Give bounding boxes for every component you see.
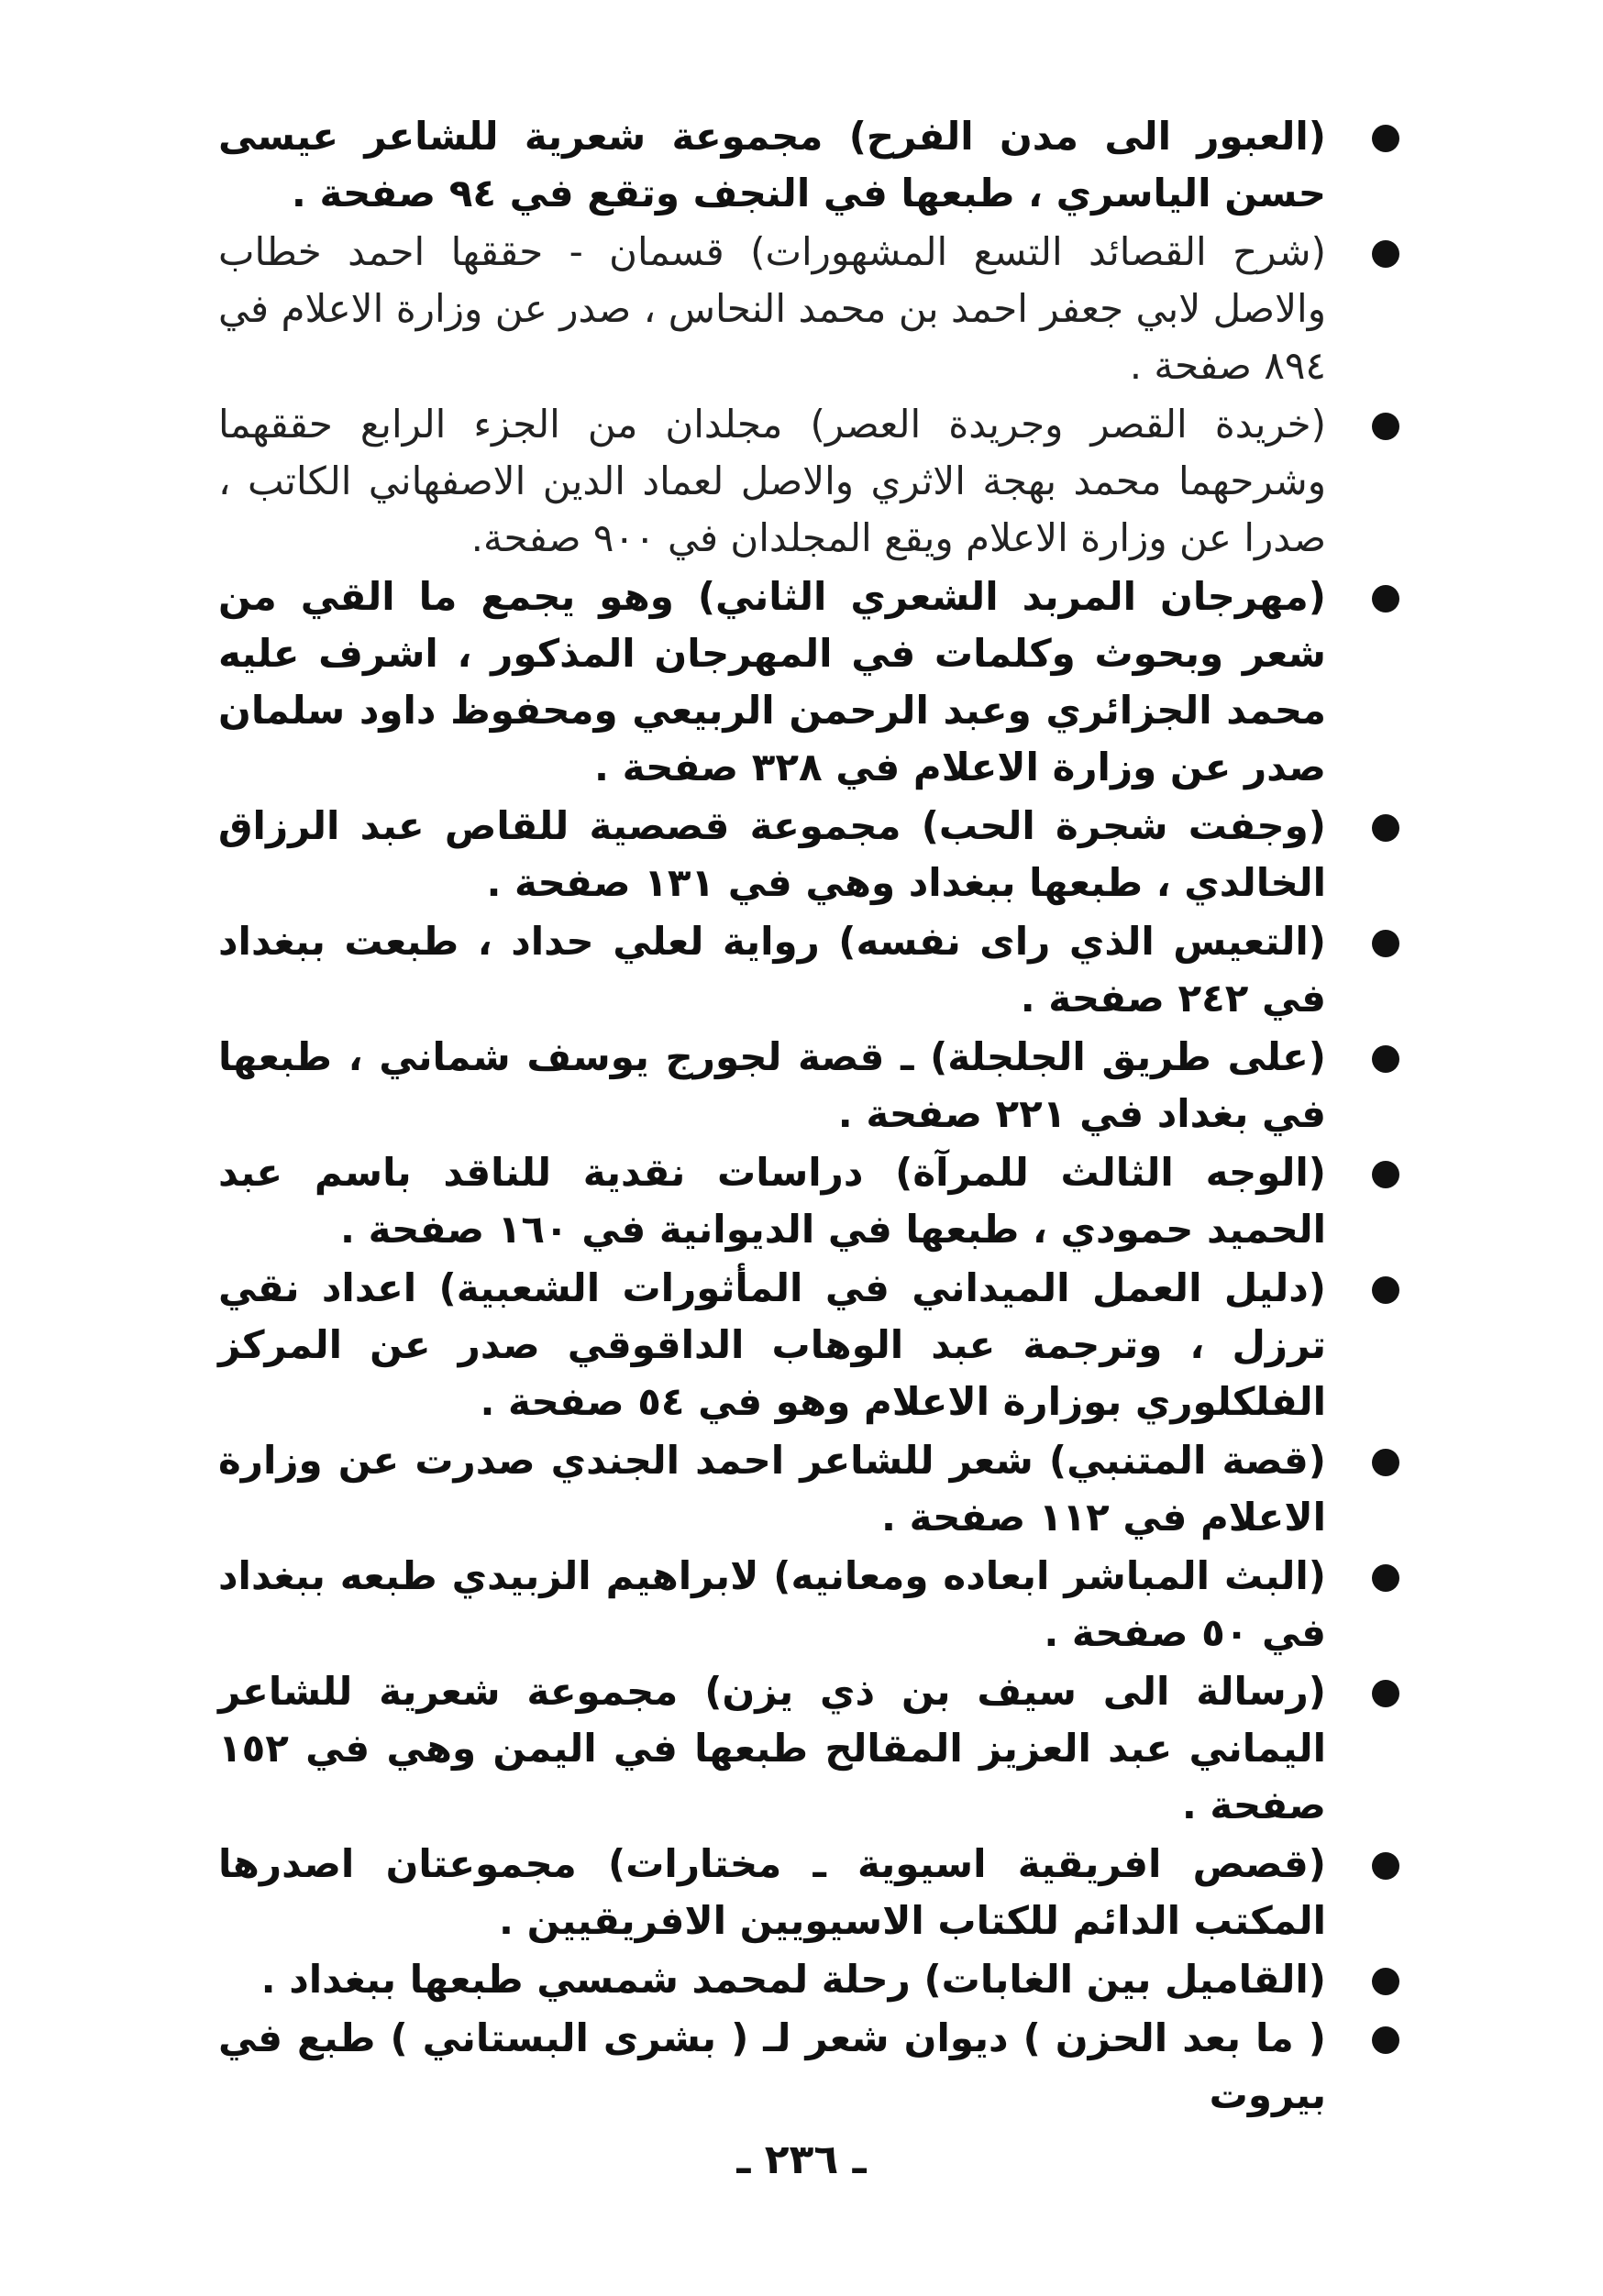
bullet-icon — [1372, 930, 1399, 957]
list-item — [218, 1836, 1410, 1949]
bullet-icon — [1372, 1045, 1399, 1073]
bullet-icon — [1372, 1449, 1399, 1476]
list-item — [218, 1548, 1410, 1661]
bullet-icon — [1372, 413, 1399, 440]
list-item — [218, 1951, 1410, 2008]
bullet-icon — [1372, 2026, 1399, 2054]
entry-text: (قصة المتنبي) شعر للشاعر احمد الجندي صدرت عن وزارة الاعلام في ١١٢ صفحة . — [218, 1438, 1326, 1540]
entry-text: (الوجه الثالث للمرآة) دراسات نقدية للناقد باسم عبد الحميد حمودي ، طبعها في الديوانية في ١٦٠ صفحة . — [218, 1150, 1326, 1252]
entry-text: (وجفت شجرة الحب) مجموعة قصصية للقاص عبد الرزاق الخالدي ، طبعها ببغداد وهي في ١٣١ صفحة . — [218, 803, 1326, 905]
entry-text: (على طريق الجلجلة) ـ قصة لجورج يوسف شماني ، طبعها في بغداد في ٢٢١ صفحة . — [218, 1034, 1326, 1136]
list-item — [218, 1144, 1410, 1258]
entry-text: (القاميل بين الغابات) رحلة لمحمد شمسي طبعها ببغداد . — [260, 1957, 1326, 2002]
list-item — [218, 108, 1410, 222]
bullet-icon — [1372, 1161, 1399, 1188]
publication-list — [218, 108, 1410, 2125]
list-item — [218, 1260, 1410, 1430]
bullet-icon — [1372, 1564, 1399, 1592]
entry-text: (مهرجان المربد الشعري الثاني) وهو يجمع ما القي من شعر وبحوث وكلمات في المهرجان المذكور ، اشرف عليه محمد الجزائري وعبد الرحمن الربيعي ومحفوظ داود سلمان صدر عن وزارة الاعلام في ٣٢٨ صفحة . — [218, 574, 1326, 789]
bullet-icon — [1372, 1852, 1399, 1880]
list-item — [218, 2010, 1410, 2124]
list-item — [218, 798, 1410, 911]
bullet-icon — [1372, 1276, 1399, 1304]
bullet-icon — [1372, 1968, 1399, 1995]
entry-text: (البث المباشر ابعاده ومعانيه) لابراهيم الزبيدي طبعه ببغداد في ٥٠ صفحة . — [218, 1553, 1326, 1655]
list-item — [218, 1663, 1410, 1834]
bullet-icon — [1372, 240, 1399, 268]
list-item — [218, 913, 1410, 1027]
list-item — [218, 396, 1410, 567]
list-item — [218, 1029, 1410, 1142]
page-number: ـ ٢٣٦ ـ — [736, 2136, 867, 2183]
list-item — [218, 568, 1410, 796]
entry-text: ( ما بعد الحزن ) ديوان شعر لـ ( بشرى البستاني ) طبع في بيروت — [218, 2015, 1326, 2117]
entry-text: (رسالة الى سيف بن ذي يزن) مجموعة شعرية للشاعر اليماني عبد العزيز المقالح طبعها في اليمن وهي في ١٥٢ صفحة . — [218, 1669, 1326, 1827]
entry-text: (دليل العمل الميداني في المأثورات الشعبية) اعداد نقي ترزل ، وترجمة عبد الوهاب الداقوقي صدر عن المركز الفلكلوري بوزارة الاعلام وهو في ٥٤ صفحة . — [218, 1265, 1326, 1424]
bullet-icon — [1372, 585, 1399, 613]
list-item — [218, 224, 1410, 394]
entry-text: (خريدة القصر وجريدة العصر) مجلدان من الجزء الرابع حققهما وشرحهما محمد بهجة الاثري والاصل لعماد الدين الاصفهاني الكاتب ، صدرا عن وزارة الاعلام ويقع المجلدان في ٩٠٠ صفحة. — [218, 402, 1326, 560]
entry-text: (العبور الى مدن الفرح) مجموعة شعرية للشاعر عيسى حسن الياسري ، طبعها في النجف وتقع في ٩٤ صفحة . — [218, 114, 1326, 215]
list-item — [218, 1432, 1410, 1546]
entry-text: (شرح القصائد التسع المشهورات) قسمان - حققها احمد خطاب والاصل لابي جعفر احمد بن محمد النحاس ، صدر عن وزارة الاعلام في ٨٩٤ صفحة . — [218, 229, 1326, 388]
bullet-icon — [1372, 1680, 1399, 1707]
entry-text: (التعيس الذي راى نفسه) رواية لعلي حداد ، طبعت ببغداد في ٢٤٢ صفحة . — [218, 919, 1326, 1021]
bullet-icon — [1372, 814, 1399, 842]
bullet-icon — [1372, 125, 1399, 152]
entry-text: (قصص افريقية اسيوية ـ مختارات) مجموعتان اصدرها المكتب الدائم للكتاب الاسيويين الافريقيين . — [218, 1841, 1326, 1943]
